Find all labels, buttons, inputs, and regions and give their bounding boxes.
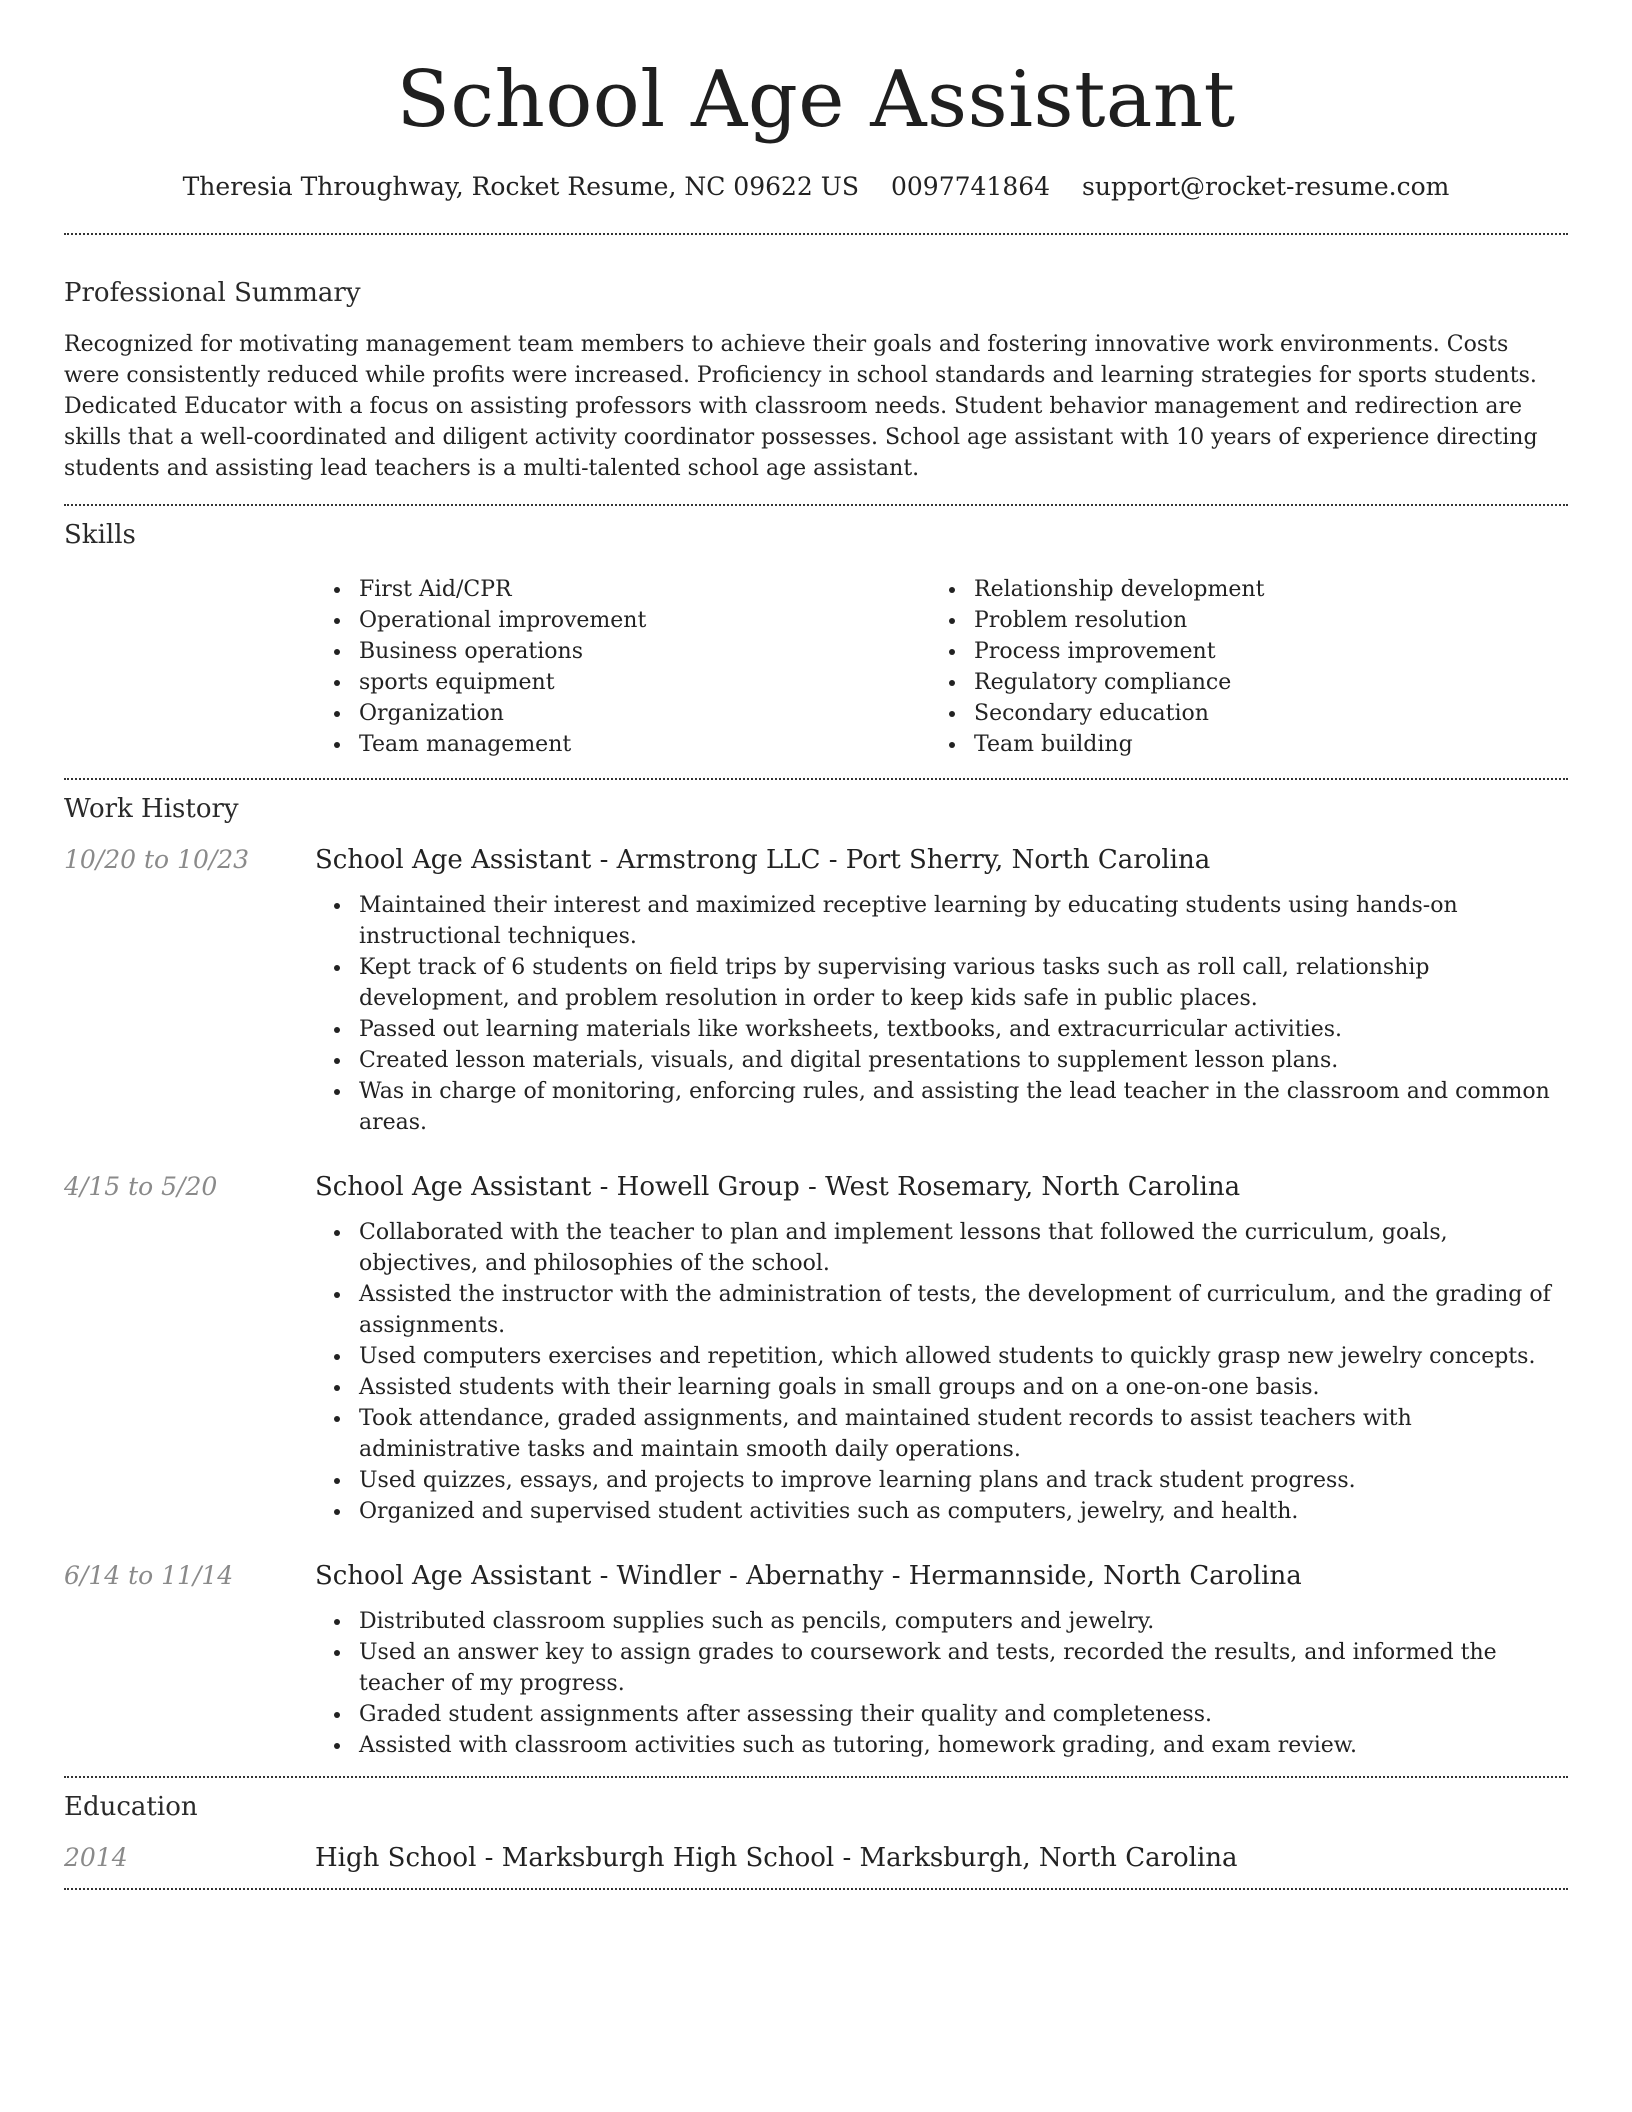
skills-list: [315, 574, 1568, 760]
job-date: 10/20 to 10/23: [64, 845, 250, 874]
skill-item: Team management: [359, 729, 930, 760]
skill-item: First Aid/CPR: [359, 574, 930, 605]
job-bullet: Kept track of 6 students on field trips by supervising various tasks such as roll call, relationship development, and problem resolution in order to keep kids safe in public places.: [359, 952, 1559, 1014]
job-bullets: [359, 1217, 1559, 1527]
contact-phone: 0097741864: [890, 172, 1051, 201]
job-date: 6/14 to 11/14: [64, 1561, 234, 1590]
job-bullet: Took attendance, graded assignments, and maintained student records to assist teachers with administrative tasks and maintain smooth daily operations.: [359, 1403, 1559, 1465]
skill-item: Operational improvement: [359, 605, 930, 636]
job-bullet: Used an answer key to assign grades to coursework and tests, recorded the results, and informed the teacher of my progress.: [359, 1637, 1559, 1699]
education-section: [64, 1789, 1568, 1875]
education-heading: Education: [64, 1792, 198, 1822]
section-divider: [64, 504, 1568, 506]
job-bullets: [359, 1606, 1559, 1761]
skills-section: [64, 517, 1568, 760]
contact-line: [64, 170, 1568, 204]
job-bullet: Assisted students with their learning goals in small groups and on a one-on-one basis.: [359, 1372, 1559, 1403]
job-title: School Age Assistant - Armstrong LLC - Port Sherry, North Carolina: [315, 845, 1211, 875]
skill-item: Team building: [974, 729, 1545, 760]
skill-item: Problem resolution: [974, 605, 1545, 636]
job-bullet: Maintained their interest and maximized receptive learning by educating students using hands-on instructional techniques.: [359, 890, 1559, 952]
job-bullet: Was in charge of monitoring, enforcing rules, and assisting the lead teacher in the classroom and common areas.: [359, 1076, 1559, 1138]
work-history-section: [64, 791, 1568, 1761]
job-bullet: Organized and supervised student activities such as computers, jewelry, and health.: [359, 1496, 1559, 1527]
job-entry: [64, 1559, 1568, 1761]
job-bullet: Created lesson materials, visuals, and digital presentations to supplement lesson plans.: [359, 1045, 1559, 1076]
summary-heading: Professional Summary: [64, 278, 361, 308]
education-date: 2014: [64, 1843, 128, 1872]
skill-item: Organization: [359, 698, 930, 729]
job-bullet: Passed out learning materials like worksheets, textbooks, and extracurricular activities.: [359, 1014, 1559, 1045]
skills-heading: Skills: [64, 520, 136, 550]
skill-item: Business operations: [359, 636, 930, 667]
skills-column-right: [930, 574, 1545, 760]
skill-item: sports equipment: [359, 667, 930, 698]
job-bullet: Assisted with classroom activities such as tutoring, homework grading, and exam review.: [359, 1730, 1559, 1761]
job-header: [64, 843, 1568, 877]
job-bullet: Used computers exercises and repetition, which allowed students to quickly grasp new jewelry concepts.: [359, 1341, 1559, 1372]
job-title: School Age Assistant - Windler - Abernathy - Hermannside, North Carolina: [315, 1561, 1302, 1591]
job-bullet: Used quizzes, essays, and projects to improve learning plans and track student progress.: [359, 1465, 1559, 1496]
job-bullets: [359, 890, 1559, 1138]
resume-title: School Age Assistant: [396, 55, 1236, 145]
section-divider: [64, 233, 1568, 235]
job-bullet: Graded student assignments after assessing their quality and completeness.: [359, 1699, 1559, 1730]
contact-email: support@rocket-resume.com: [1082, 172, 1450, 201]
job-bullet: Distributed classroom supplies such as pencils, computers and jewelry.: [359, 1606, 1559, 1637]
job-bullet: Assisted the instructor with the administration of tests, the development of curriculum, and the grading of assignments.: [359, 1279, 1559, 1341]
section-divider: [64, 1888, 1568, 1890]
skills-column-left: [315, 574, 930, 760]
job-bullet: Collaborated with the teacher to plan and implement lessons that followed the curriculum, goals, objectives, and philosophies of the school.: [359, 1217, 1559, 1279]
job-entry: [64, 843, 1568, 1138]
work-history-heading: Work History: [64, 794, 239, 824]
job-date: 4/15 to 5/20: [64, 1172, 218, 1201]
summary-text: Recognized for motivating management team members to achieve their goals and fostering innovative work environments. Costs were consistently reduced while profits were increased. Proficiency in school standards and learning strategies for sports students. Dedicated Educator with a focus on assisting professors with classroom needs. Student behavior management and redirection are skills that a well-coordinated and diligent activity coordinator possesses. School age assistant with 10 years of experience directing students and assisting lead teachers is a multi-talented school age assistant.: [64, 332, 1538, 481]
education-entry: [64, 1841, 1568, 1875]
section-divider: [64, 1776, 1568, 1778]
skill-item: Secondary education: [974, 698, 1545, 729]
job-header: [64, 1559, 1568, 1593]
job-entry: [64, 1170, 1568, 1527]
job-title: School Age Assistant - Howell Group - West Rosemary, North Carolina: [315, 1172, 1241, 1202]
summary-section: [64, 275, 1568, 484]
job-header: [64, 1170, 1568, 1204]
skill-item: Relationship development: [974, 574, 1545, 605]
skill-item: Process improvement: [974, 636, 1545, 667]
skill-item: Regulatory compliance: [974, 667, 1545, 698]
section-divider: [64, 778, 1568, 780]
education-title: High School - Marksburgh High School - Marksburgh, North Carolina: [315, 1843, 1238, 1873]
contact-address: Theresia Throughway, Rocket Resume, NC 09622 US: [182, 172, 859, 201]
